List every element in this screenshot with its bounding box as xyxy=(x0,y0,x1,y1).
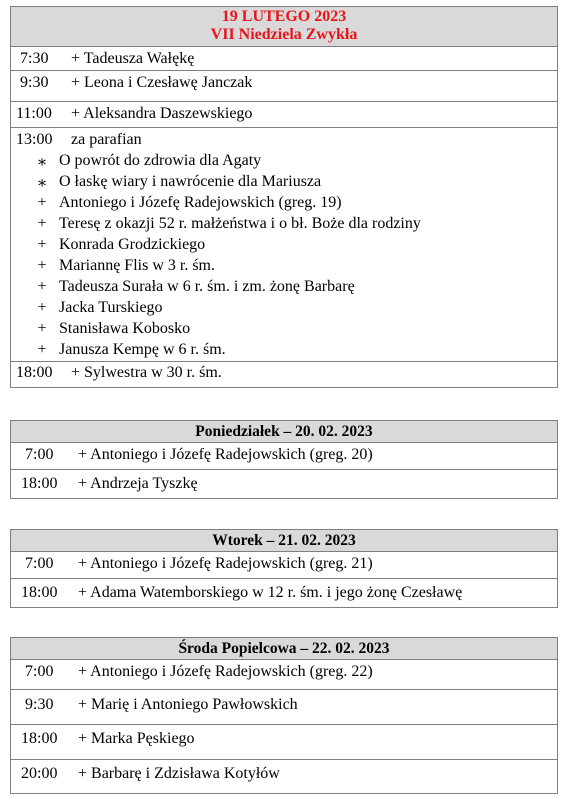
mass-row xyxy=(11,552,558,579)
mass-intention: + Marię i Antoniego Pawłowskich xyxy=(78,696,298,713)
sunday-schedule xyxy=(10,6,558,388)
mass-row xyxy=(11,362,558,388)
intention-text: O łaskę wiary i nawrócenie dla Mariusza xyxy=(59,173,322,190)
mass-row xyxy=(11,128,558,362)
mass-intention: + Sylwestra w 30 r. śm. xyxy=(71,364,222,381)
mass-row xyxy=(11,470,558,499)
mass-time: 13:00 xyxy=(16,131,53,148)
mass-time: 7:00 xyxy=(25,555,54,572)
mass-intention: + Aleksandra Daszewskiego xyxy=(71,105,253,122)
mass-time: 9:30 xyxy=(25,696,54,713)
mass-intention: za parafian xyxy=(71,131,142,148)
mass-time: 18:00 xyxy=(21,584,58,601)
mass-row xyxy=(11,102,558,128)
mass-row xyxy=(11,579,558,608)
mass-time: 9:30 xyxy=(20,74,49,91)
tuesday-header: Wtorek – 21. 02. 2023 xyxy=(11,530,558,552)
intention-mark: + xyxy=(37,194,47,211)
mass-intention: + Barbarę i Zdzisława Kotyłów xyxy=(78,765,280,782)
intention-text: O powrót do zdrowia dla Agaty xyxy=(59,152,262,169)
mass-intention: + Adama Watemborskiego w 12 r. śm. i jego żonę Czesławę xyxy=(78,584,463,601)
mass-time: 7:00 xyxy=(25,663,54,680)
sunday-date: 19 LUTEGO 2023 xyxy=(221,8,347,25)
wednesday-schedule xyxy=(10,637,558,794)
mass-row xyxy=(11,71,558,102)
intention-mark: + xyxy=(37,215,47,232)
intention-mark: ∗ xyxy=(36,175,48,192)
intention-text: Konrada Grodzickiego xyxy=(59,236,206,253)
mass-time: 18:00 xyxy=(21,475,58,492)
sunday-header xyxy=(11,7,558,47)
intention-mark: + xyxy=(37,278,47,295)
mass-intention: + Marka Pęskiego xyxy=(78,730,195,747)
mass-time: 11:00 xyxy=(16,105,52,122)
intention-mark: ∗ xyxy=(36,154,48,171)
intention-text: Jacka Turskiego xyxy=(59,299,163,316)
mass-time: 20:00 xyxy=(21,765,58,782)
intention-text: Antoniego i Józefę Radejowskich (greg. 19) xyxy=(59,194,342,211)
intention-mark: + xyxy=(37,320,47,337)
sunday-name: VII Niedziela Zwykła xyxy=(210,26,358,43)
mass-intention: + Antoniego i Józefę Radejowskich (greg. 20) xyxy=(78,446,373,463)
intention-text: Teresę z okazji 52 r. małżeństwa i o bł. Boże dla rodziny xyxy=(59,215,421,232)
intention-mark: + xyxy=(37,236,47,253)
monday-schedule xyxy=(10,420,558,499)
mass-intention: + Antoniego i Józefę Radejowskich (greg. 21) xyxy=(78,555,373,572)
mass-intention: + Antoniego i Józefę Radejowskich (greg. 22) xyxy=(78,663,373,680)
tuesday-schedule xyxy=(10,529,558,608)
mass-row xyxy=(11,443,558,470)
mass-row xyxy=(11,760,558,794)
mass-row xyxy=(11,690,558,725)
mass-time: 7:00 xyxy=(25,446,54,463)
intention-text: Mariannę Flis w 3 r. śm. xyxy=(59,257,215,274)
intention-text: Stanisława Kobosko xyxy=(59,320,191,337)
intention-mark: + xyxy=(37,257,47,274)
mass-time: 18:00 xyxy=(16,364,53,381)
monday-header: Poniedziałek – 20. 02. 2023 xyxy=(11,421,558,443)
mass-row xyxy=(11,47,558,71)
mass-time: 18:00 xyxy=(21,730,58,747)
mass-intention: + Leona i Czesławę Janczak xyxy=(71,74,253,91)
wednesday-header: Środa Popielcowa – 22. 02. 2023 xyxy=(11,638,558,660)
mass-intention: + Andrzeja Tyszkę xyxy=(78,475,198,492)
mass-intention: + Tadeusza Wałękę xyxy=(71,50,195,67)
mass-time: 7:30 xyxy=(20,50,49,67)
mass-row xyxy=(11,660,558,690)
intention-mark: + xyxy=(37,341,47,358)
intention-text: Janusza Kempę w 6 r. śm. xyxy=(59,341,226,358)
intention-text: Tadeusza Surała w 6 r. śm. i zm. żonę Barbarę xyxy=(59,278,355,295)
mass-row xyxy=(11,725,558,760)
intention-mark: + xyxy=(37,299,47,316)
